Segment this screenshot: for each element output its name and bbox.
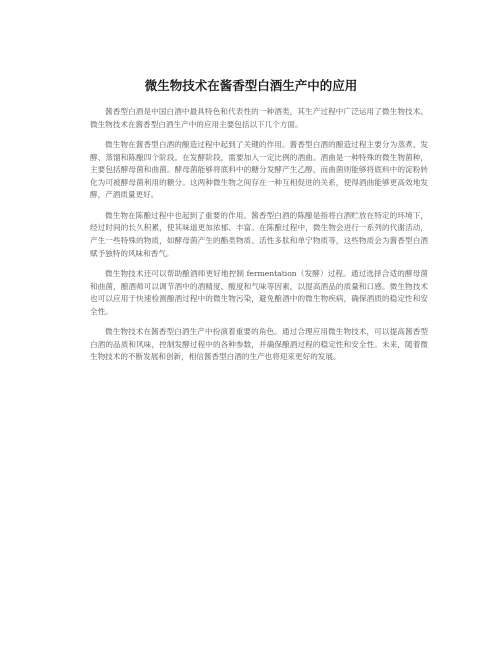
document-body bbox=[90, 106, 428, 372]
paragraph-fermentation-control: 微生物技术还可以帮助酿酒师更好地控制 fermentation（发酵）过程。通过选择合适的酵母菌和曲菌，酿酒师可以调节酒中的酒精度、酸度和气味等因素，以提高酒品的质量和口感。微生物技术也可以应用于快速检测酿酒过程中的微生物污染，避免酿酒中的微生物疾病，确保酒质的稳定性和安全性。 bbox=[90, 268, 428, 316]
paragraph-conclusion: 微生物技术在酱香型白酒生产中扮演着重要的角色。通过合理应用微生物技术，可以提高酱香型白酒的品质和风味，控制发酵过程中的各种参数，并确保酿酒过程的稳定性和安全性。未来，随着微生物技术的不断发展和创新，相信酱香型白酒的生产也将迎来更好的发展。 bbox=[90, 327, 428, 362]
paragraph-intro: 酱香型白酒是中国白酒中最具特色和代表性的一种酒类，其生产过程中广泛运用了微生物技术。微生物技术在酱香型白酒生产中的应用主要包括以下几个方面。 bbox=[90, 107, 428, 129]
paragraph-aging: 微生物在陈酿过程中也起到了重要的作用。酱香型白酒的陈酿是指将白酒贮放在特定的环境下，经过时间的长久积累，使其味道更加浓郁、丰富。在陈酿过程中，微生物会进行一系列的代谢活动，产生一些特殊的物质，如酵母菌产生的酯类物质、活性多肽和单宁物质等，这些物质会为酱香型白酒赋予独特的风味和香气。 bbox=[90, 210, 428, 258]
document-title: 微生物技术在酱香型白酒生产中的应用 bbox=[144, 78, 358, 93]
paragraph-brewing: 微生物在酱香型白酒的酿造过程中起到了关键的作用。酱香型白酒的酿造过程主要分为蒸煮、发酵、蒸馏和陈酿四个阶段。在发酵阶段，需要加入一定比例的酒曲。酒曲是一种特殊的微生物菌种，主要包括酵母菌和曲菌。酵母菌能够将底料中的糖分发酵产生乙醇，而曲菌则能够将底料中的淀粉转化为可被酵母菌利用的糖分。这两种微生物之间存在一种互相促进的关系，使得酒曲能够更高效地发酵，产酒质量更好。 bbox=[90, 139, 428, 200]
